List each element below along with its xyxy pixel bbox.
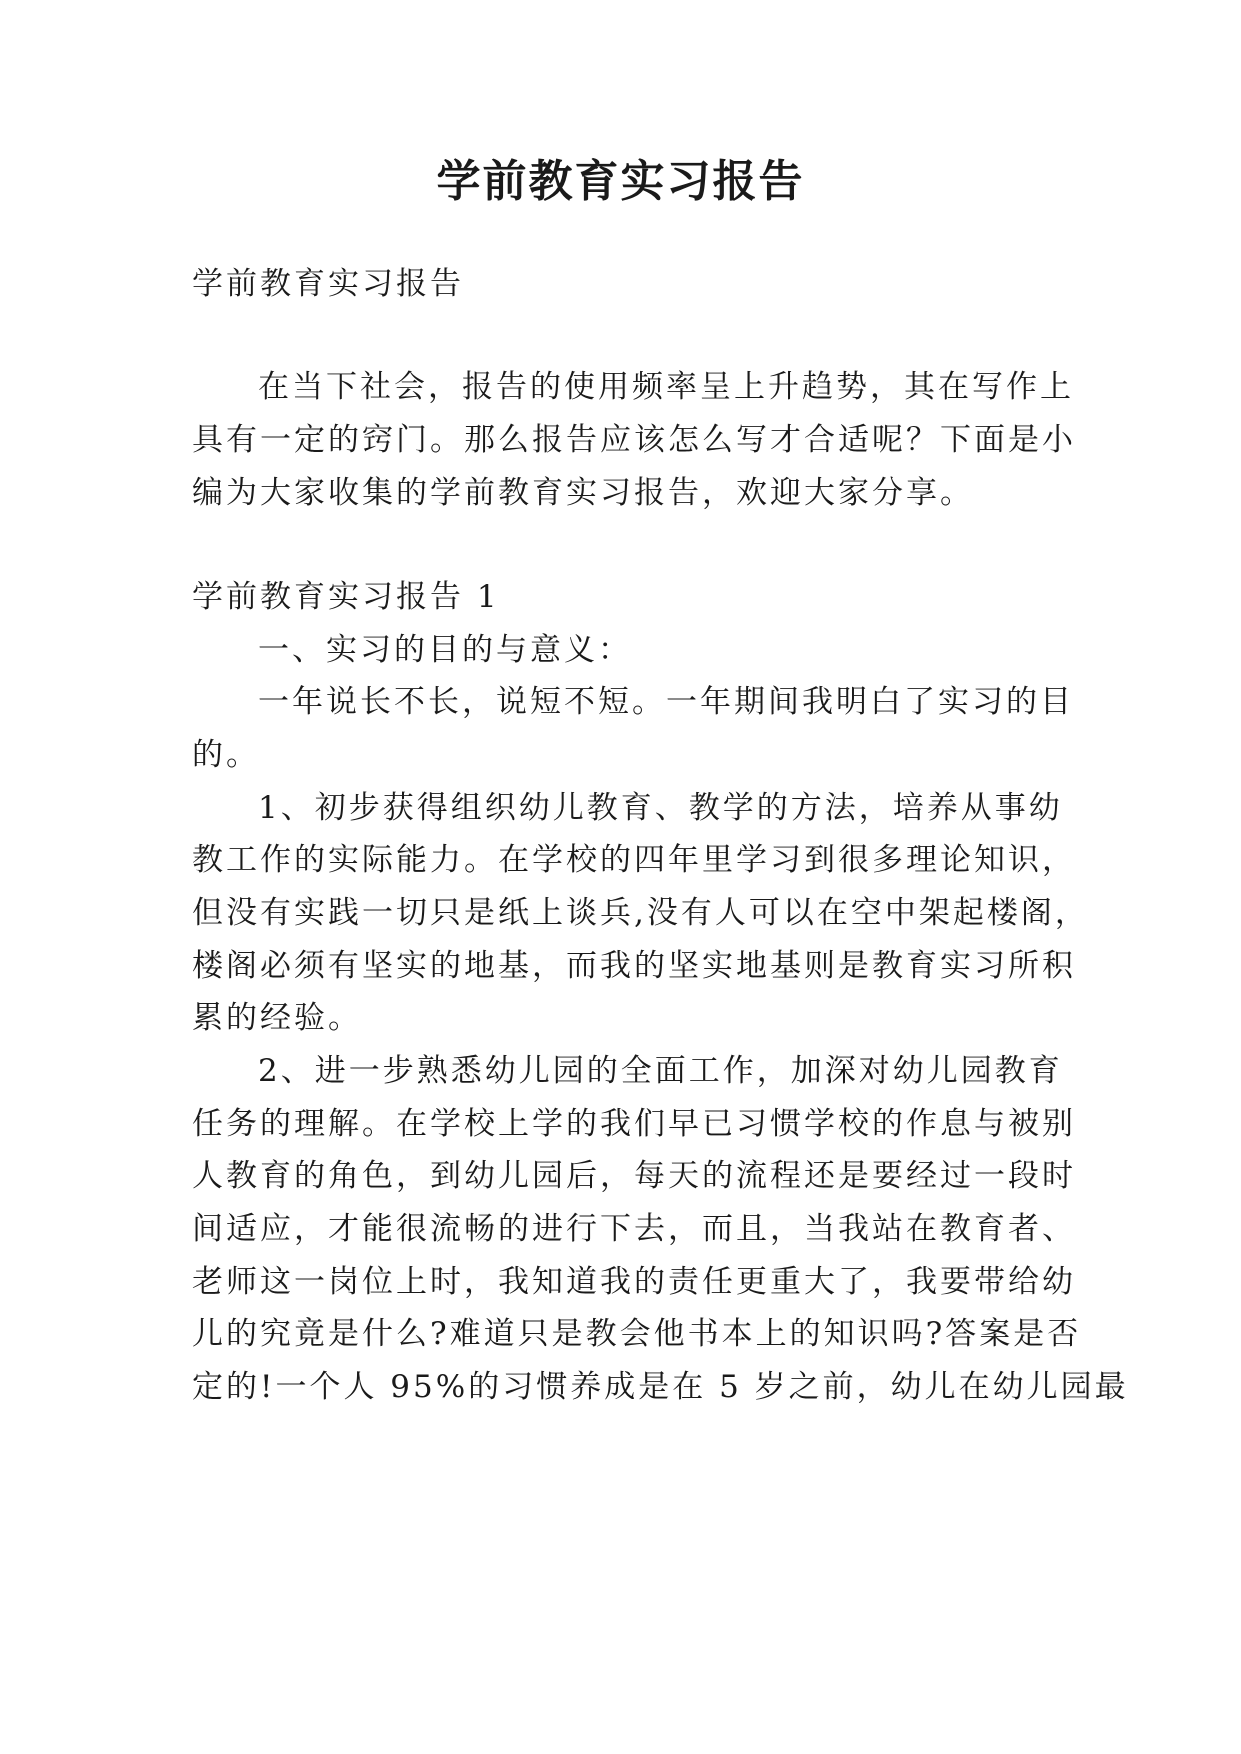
intro-line: 编为大家收集的学前教育实习报告，欢迎大家分享。 bbox=[192, 475, 974, 511]
document-subtitle: 学前教育实习报告 bbox=[192, 266, 464, 302]
section-heading: 学前教育实习报告 1 bbox=[192, 579, 500, 615]
point2-line: 老师这一岗位上时，我知道我的责任更重大了，我要带给幼 bbox=[192, 1264, 1076, 1300]
point1-line: 教工作的实际能力。在学校的四年里学习到很多理论知识， bbox=[192, 842, 1076, 878]
point2-line: 任务的理解。在学校上学的我们早已习惯学校的作息与被别 bbox=[192, 1106, 1076, 1142]
intro-line: 在当下社会，报告的使用频率呈上升趋势，其在写作上 bbox=[258, 369, 1074, 405]
point2-line: 定的!一个人 95%的习惯养成是在 5 岁之前，幼儿在幼儿园最 bbox=[192, 1369, 1129, 1405]
point2-line: 儿的究竟是什么?难道只是教会他书本上的知识吗?答案是否 bbox=[192, 1316, 1082, 1352]
point1-line: 楼阁必须有坚实的地基，而我的坚实地基则是教育实习所积 bbox=[192, 948, 1076, 984]
point2-line: 间适应，才能很流畅的进行下去，而且，当我站在教育者、 bbox=[192, 1211, 1076, 1247]
point1-line: 累的经验。 bbox=[192, 1000, 362, 1036]
intro-line: 具有一定的窍门。那么报告应该怎么写才合适呢？下面是小 bbox=[192, 422, 1076, 458]
point2-line: 2、进一步熟悉幼儿园的全面工作，加深对幼儿园教育 bbox=[258, 1053, 1063, 1089]
point1-line: 1、初步获得组织幼儿教育、教学的方法，培养从事幼 bbox=[258, 790, 1063, 826]
purpose-line: 一年说长不长，说短不短。一年期间我明白了实习的目 bbox=[258, 684, 1074, 720]
purpose-line: 的。 bbox=[192, 737, 260, 773]
point2-line: 人教育的角色，到幼儿园后，每天的流程还是要经过一段时 bbox=[192, 1158, 1076, 1194]
point1-line: 但没有实践一切只是纸上谈兵,没有人可以在空中架起楼阁， bbox=[192, 895, 1089, 931]
purpose-heading: 一、实习的目的与意义： bbox=[258, 632, 632, 668]
document-title: 学前教育实习报告 bbox=[436, 156, 805, 207]
